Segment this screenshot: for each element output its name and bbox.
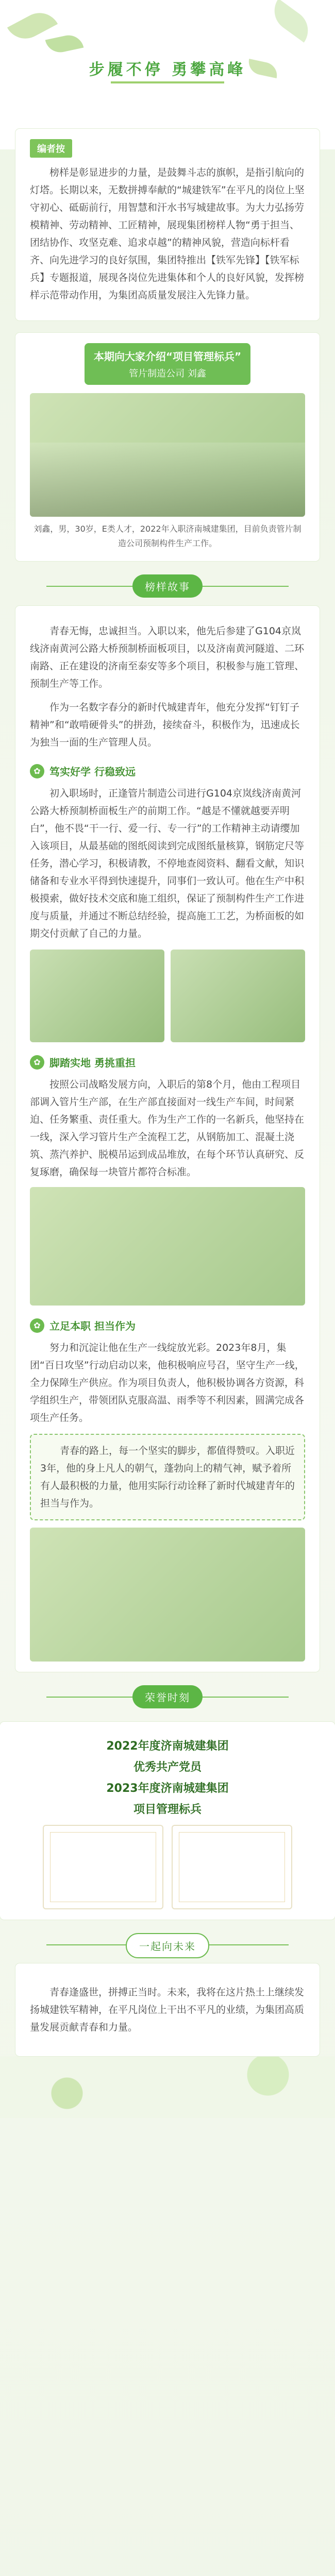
editor-card (15, 129, 320, 320)
page-title: 步履不停 勇攀高峰 (89, 61, 246, 79)
story-head (0, 574, 335, 598)
editor-label: 编者按 (30, 139, 72, 158)
leaf-icon: ✿ (30, 764, 44, 778)
footer-head-pill: 一起向未来 (126, 1933, 209, 1958)
leaf-decoration (45, 32, 84, 55)
subsection-1-text: 初入职场时，正逢管片制造公司进行G104京岚线济南黄河公路大桥预制桥面板生产的前期工作。“越是不懂就越要弄明白”，他不畏“干一行、爱一行、专一行”的工作精神主动请缨加入该项目，从最基础的图纸阅读到完成图纸量核算，钢筋定尺等任务，潜心学习，积极请教，不停地查阅资料、翻看文献，知识储备和专业水平得到快速提升，同事们一致认可。他在生产中积极摸索，做好技术交底和施工组织，保证了预制构件生产工作进度与质量，并通过不断总结经验，提高施工工艺，为桥面板的如期交付贡献了自己的力量。 (30, 788, 305, 939)
story-card (15, 606, 320, 1672)
subsection-3-text-2: 青春的路上，每一个坚实的脚步，都值得赞叹。入职近3年，他的身上凡人的朝气，蓬勃向上的精气神，赋予着所有人最积极的力量，他用实际行动诠释了新时代城建青年的担当与作为。 (40, 1445, 295, 1509)
subsection-1-title: 笃实好学 行稳致远 (49, 766, 136, 778)
bottom-decoration (0, 2056, 335, 2118)
honors-head (0, 1685, 335, 1708)
certificate (43, 1825, 163, 1909)
honors-card (0, 1722, 335, 1920)
honor-line-1: 2022年度济南城建集团 (106, 1740, 229, 1753)
footer-card (15, 1963, 320, 2056)
footer-head (0, 1933, 335, 1958)
story-head-pill: 榜样故事 (132, 574, 203, 598)
profile-caption: 刘鑫，男，30岁，E类人才，2022年入职济南城建集团，目前负责管片制造公司预制构件生产工作。 (34, 524, 301, 548)
subsection-3-text: 努力和沉淀让他在生产一线绽放光彩。2023年8月，集团“百日攻坚”行动启动以来，他积极响应号召，坚守生产一线，全力保障生产供应。作为项目负责人，他积极协调各方资源，科学组织生产，带领团队克服高温、雨季等不利因素，圆满完成各项生产任务。 (30, 1342, 305, 1423)
editor-text: 榜样是彰显进步的力量，是鼓舞斗志的旗帜，是指引航向的灯塔。长期以来，无数拼搏奉献的“城建铁军”在平凡的岗位上坚守初心、砥砺前行，用智慧和汗水书写城建故事。为大力弘扬劳模精神、劳动精神、工匠精神，展现集团榜样人物“勇于担当、团结协作、攻坚克难、追求卓越”的精神风貌，营造向标杆看齐、向先进学习的良好氛围，集团特推出【铁军先锋】【铁军标兵】专题报道，展现各岗位先进集体和个人的良好风貌，发挥榜样示范带动作用，为集团高质量发展注入先锋力量。 (30, 167, 305, 301)
profile-card (15, 333, 320, 561)
profile-badge-line1: 本期向大家介绍“项目管理标兵” (93, 350, 242, 363)
certificates (14, 1825, 321, 1909)
subsection-3-head (30, 1318, 305, 1333)
footer-text: 青春逢盛世，拼搏正当时。未来，我将在这片热土上继续发扬城建铁军精神，在平凡岗位上干出不平凡的业绩，为集团高质量发展贡献青春和力量。 (30, 1987, 305, 2033)
subsection-1-head (30, 764, 305, 778)
profile-badge-line2: 管片制造公司 刘鑫 (129, 368, 206, 379)
leaf-icon: ✿ (30, 1318, 44, 1333)
honor-line-4: 项目管理标兵 (133, 1803, 202, 1816)
photo (171, 950, 305, 1042)
profile-badge-box (85, 343, 250, 385)
certificate (172, 1825, 292, 1909)
subsection-2-head (30, 1055, 305, 1070)
highlight-box (30, 1434, 305, 1520)
story-text-2: 作为一名数字春分的新时代城建青年，他充分发挥“钉钉子精神”和“敢啃硬骨头”的拼劲，接续奋斗，积极作为，迅速成长为独当一面的生产管理人员。 (30, 702, 300, 748)
subsection-2-text: 按照公司战略发展方向，入职后的第8个月，他由工程项目部调入管片生产部，在生产部直接面对一线生产车间，时间紧迫、任务繁重、责任重大。作为生产工作的一名新兵，他坚持在一线，深入学习管片生产全流程工艺，从钢筋加工、混凝土浇筑、蒸汽养护、脱模吊运到成品堆放，在每个环节认真研究、反复琢磨，确保每一块管片都符合标准。 (30, 1079, 305, 1178)
subsection-3-photo (30, 1528, 305, 1662)
story-text-1: 青春无悔，忠诚担当。入职以来，他先后参建了G104京岚线济南黄河公路大桥预制桥面板项目，以及济南黄河隧道、二环南路、正在建设的济南至泰安等多个项目，积极参与施工管理、预制生产等工作。 (30, 625, 305, 689)
header-banner (0, 0, 335, 149)
title-underline (111, 81, 224, 83)
honor-line-3: 2023年度济南城建集团 (106, 1782, 229, 1795)
leaf-decoration (266, 0, 316, 43)
subsection-1-photos (30, 950, 305, 1042)
honors-head-pill: 荣誉时刻 (132, 1685, 203, 1708)
subsection-3-title: 立足本职 担当作为 (49, 1320, 136, 1332)
subsection-2-photo (30, 1187, 305, 1306)
honor-line-2: 优秀共产党员 (133, 1761, 202, 1774)
leaf-icon: ✿ (30, 1055, 44, 1070)
subsection-2-title: 脚踏实地 勇挑重担 (49, 1057, 136, 1069)
profile-photo (30, 393, 305, 517)
profile-badge (30, 343, 305, 385)
photo (30, 950, 164, 1042)
